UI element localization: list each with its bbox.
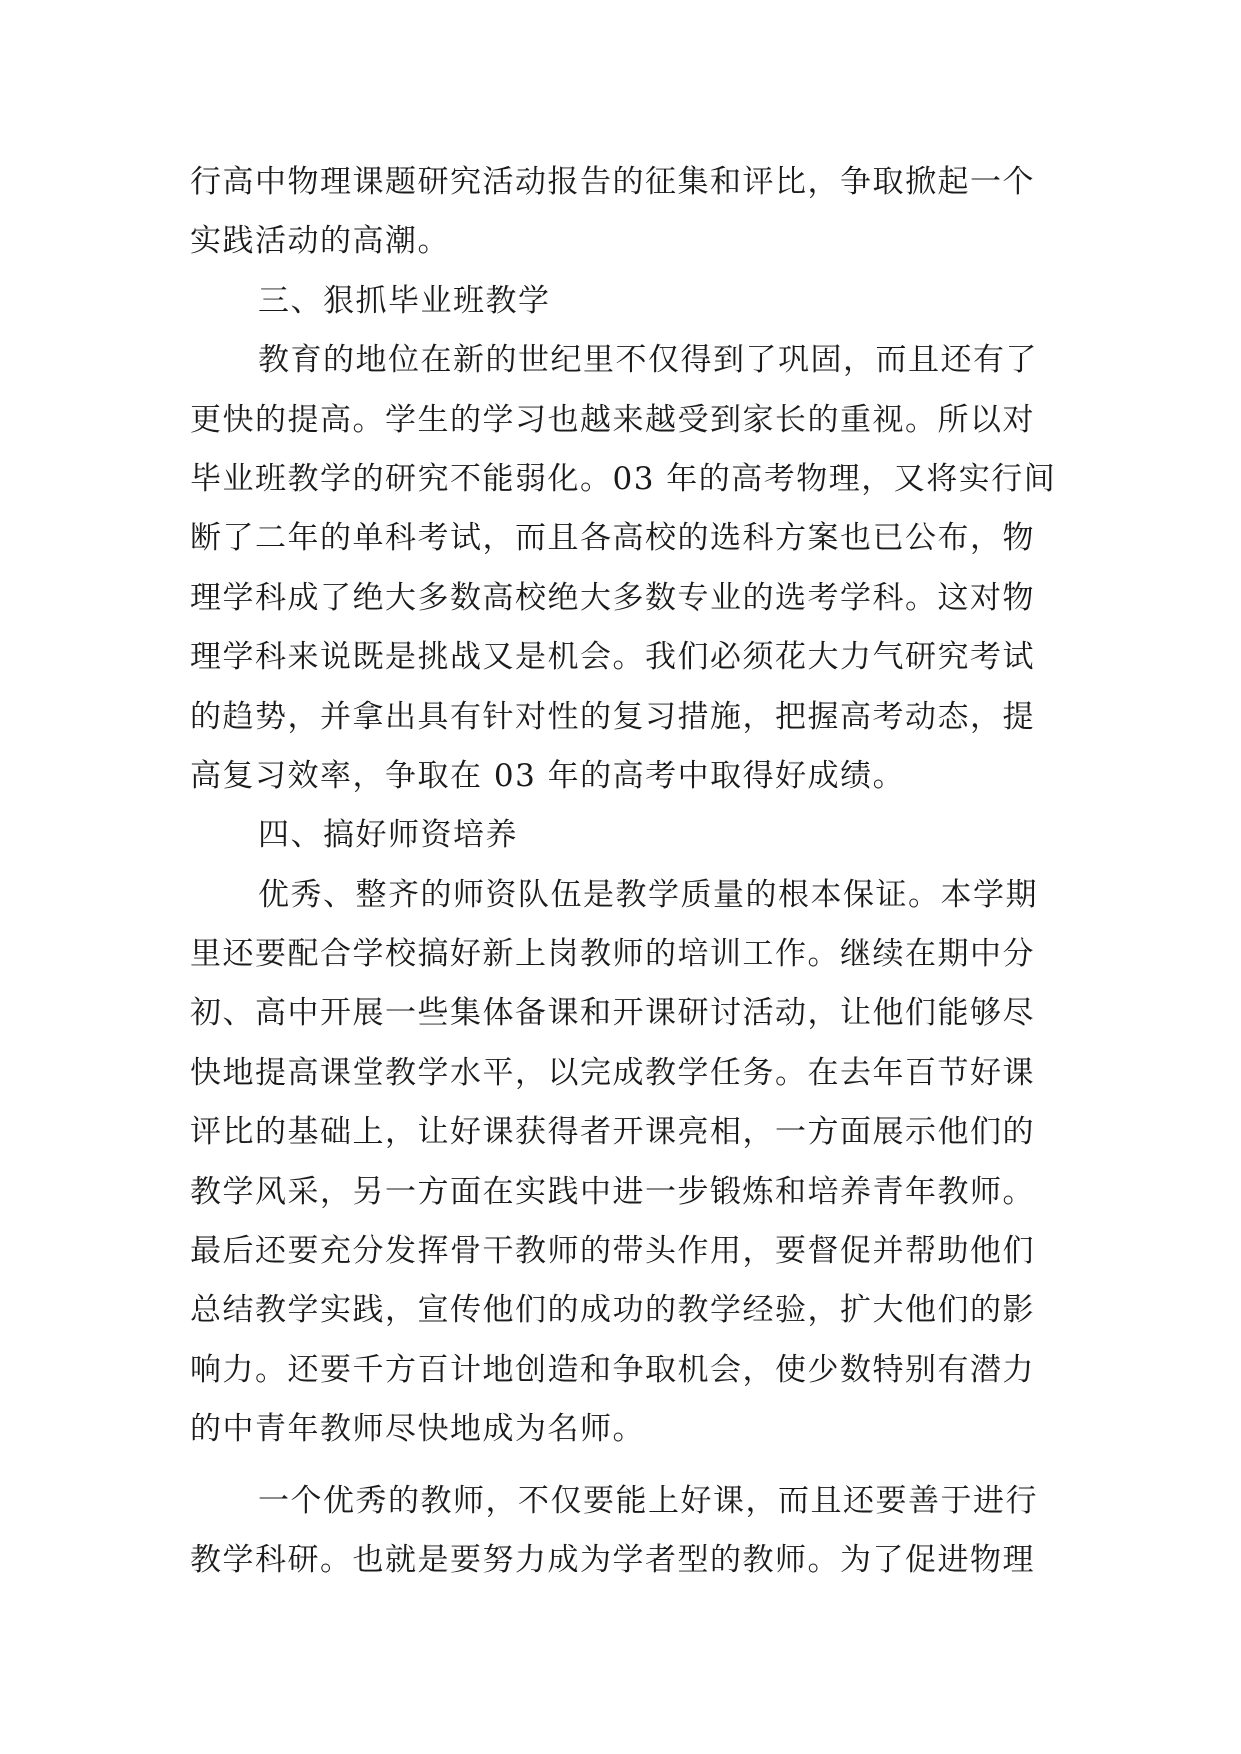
text-line: 响力。还要千方百计地创造和争取机会，使少数特别有潜力 — [190, 1351, 1035, 1388]
text-line: 教育的地位在新的世纪里不仅得到了巩固，而且还有了 — [258, 342, 1038, 379]
paragraph-gap — [190, 1460, 1060, 1472]
text-line: 教学风采，另一方面在实践中进一步锻炼和培养青年教师。 — [190, 1173, 1035, 1210]
text-line: 断了二年的单科考试，而且各高校的选科方案也已公布，物 — [190, 520, 1035, 557]
text-line: 一个优秀的教师，不仅要能上好课，而且还要善于进行 — [258, 1482, 1038, 1519]
text-line: 里还要配合学校搞好新上岗教师的培训工作。继续在期中分 — [190, 936, 1035, 973]
text-line: 优秀、整齐的师资队伍是教学质量的根本保证。本学期 — [258, 876, 1038, 913]
text-line: 理学科来说既是挑战又是机会。我们必须花大力气研究考试 — [190, 639, 1035, 676]
text-line: 理学科成了绝大多数高校绝大多数专业的选考学科。这对物 — [190, 579, 1035, 616]
text-line: 初、高中开展一些集体备课和开课研讨活动，让他们能够尽 — [190, 995, 1035, 1032]
text-line: 最后还要充分发挥骨干教师的带头作用，要督促并帮助他们 — [190, 1233, 1035, 1270]
text-line: 快地提高课堂教学水平，以完成教学任务。在去年百节好课 — [190, 1054, 1035, 1091]
text-line: 行高中物理课题研究活动报告的征集和评比，争取掀起一个 — [190, 164, 1035, 200]
text-line: 更快的提高。学生的学习也越来越受到家长的重视。所以对 — [190, 401, 1035, 438]
section-heading: 四、搞好师资培养 — [258, 817, 518, 854]
text-line: 的中青年教师尽快地成为名师。 — [190, 1411, 645, 1448]
text-line: 教学科研。也就是要努力成为学者型的教师。为了促进物理 — [190, 1541, 1035, 1578]
text-line: 的趋势，并拿出具有针对性的复习措施，把握高考动态，提 — [190, 698, 1035, 735]
text-line: 实践活动的高潮。 — [190, 223, 450, 260]
section-heading: 三、狠抓毕业班教学 — [258, 282, 551, 319]
text-line: 评比的基础上，让好课获得者开课亮相，一方面展示他们的 — [190, 1114, 1035, 1151]
text-line: 总结教学实践，宣传他们的成功的教学经验，扩大他们的影 — [190, 1292, 1035, 1329]
text-line: 毕业班教学的研究不能弱化。03 年的高考物理，又将实行间 — [190, 460, 1057, 497]
document-body — [190, 153, 1060, 1590]
text-line: 高复习效率，争取在 03 年的高考中取得好成绩。 — [190, 757, 906, 794]
